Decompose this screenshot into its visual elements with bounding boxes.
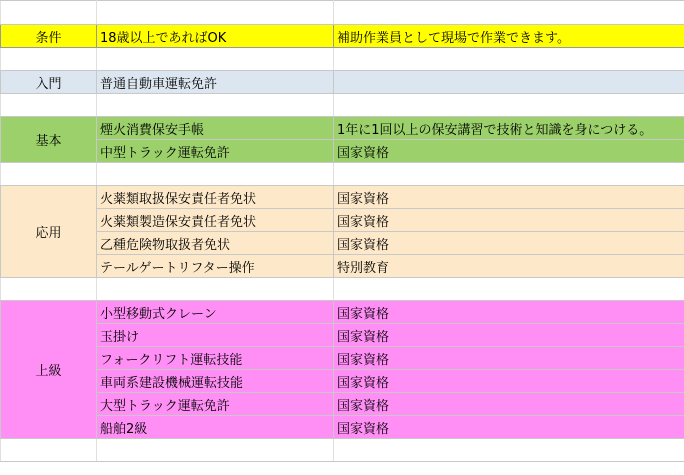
qualification-cell[interactable]: 火薬類製造保安責任者免状 <box>97 209 334 232</box>
qualification-cell[interactable]: フォークリフト運転技能 <box>97 347 334 370</box>
cell[interactable] <box>1 278 97 301</box>
blank-row <box>1 163 684 186</box>
row-oyo <box>1 209 684 232</box>
type-cell[interactable]: 国家資格 <box>334 140 684 163</box>
cell[interactable] <box>1 94 97 117</box>
category-cell-jokyu[interactable]: 上級 <box>1 301 97 439</box>
type-cell[interactable]: 1年に1回以上の保安講習で技術と知識を身につける。 <box>334 117 684 140</box>
qualification-cell[interactable]: テールゲートリフター操作 <box>97 255 334 278</box>
blank-row <box>1 278 684 301</box>
qualification-cell[interactable]: 乙種危険物取扱者免状 <box>97 232 334 255</box>
qualification-cell[interactable]: 車両系建設機械運転技能 <box>97 370 334 393</box>
cell[interactable] <box>97 278 334 301</box>
cell[interactable] <box>97 48 334 71</box>
row-oyo <box>1 255 684 278</box>
row-jokyu <box>1 393 684 416</box>
row-joken <box>1 25 684 48</box>
cell[interactable] <box>97 439 334 462</box>
qualification-cell[interactable]: 船舶2級 <box>97 416 334 439</box>
qualification-cell[interactable]: 普通自動車運転免許 <box>97 71 334 94</box>
row-kihon <box>1 117 684 140</box>
row-jokyu <box>1 347 684 370</box>
row-jokyu <box>1 301 684 324</box>
category-cell-joken[interactable]: 条件 <box>1 25 97 48</box>
row-kihon <box>1 140 684 163</box>
blank-row <box>1 1 684 25</box>
cell[interactable] <box>334 94 684 117</box>
type-cell[interactable] <box>334 71 684 94</box>
type-cell[interactable]: 特別教育 <box>334 255 684 278</box>
qualification-cell[interactable]: 大型トラック運転免許 <box>97 393 334 416</box>
blank-row <box>1 94 684 117</box>
qualification-cell[interactable]: 小型移動式クレーン <box>97 301 334 324</box>
type-cell[interactable]: 国家資格 <box>334 232 684 255</box>
cell[interactable] <box>334 1 684 25</box>
cell[interactable] <box>334 278 684 301</box>
type-cell[interactable]: 国家資格 <box>334 347 684 370</box>
cell[interactable] <box>1 48 97 71</box>
cell[interactable] <box>1 163 97 186</box>
qualification-cell[interactable]: 煙火消費保安手帳 <box>97 117 334 140</box>
cell[interactable] <box>97 94 334 117</box>
row-oyo <box>1 186 684 209</box>
type-cell[interactable]: 国家資格 <box>334 370 684 393</box>
type-cell[interactable]: 国家資格 <box>334 186 684 209</box>
type-cell[interactable]: 国家資格 <box>334 209 684 232</box>
type-cell[interactable]: 国家資格 <box>334 301 684 324</box>
category-cell-oyo[interactable]: 応用 <box>1 186 97 278</box>
cell[interactable] <box>334 163 684 186</box>
category-cell-nyumon[interactable]: 入門 <box>1 71 97 94</box>
qualification-cell[interactable]: 玉掛け <box>97 324 334 347</box>
cell[interactable] <box>334 439 684 462</box>
row-jokyu <box>1 370 684 393</box>
type-cell[interactable]: 補助作業員として現場で作業できます。 <box>334 25 684 48</box>
type-cell[interactable]: 国家資格 <box>334 393 684 416</box>
row-jokyu <box>1 416 684 439</box>
qualification-cell[interactable]: 火薬類取扱保安責任者免状 <box>97 186 334 209</box>
blank-row <box>1 48 684 71</box>
type-cell[interactable]: 国家資格 <box>334 416 684 439</box>
row-nyumon <box>1 71 684 94</box>
qualification-cell[interactable]: 18歳以上であればOK <box>97 25 334 48</box>
blank-row <box>1 439 684 462</box>
row-oyo <box>1 232 684 255</box>
row-jokyu <box>1 324 684 347</box>
cell[interactable] <box>334 48 684 71</box>
cell[interactable] <box>1 1 97 25</box>
cell[interactable] <box>97 1 334 25</box>
category-cell-kihon[interactable]: 基本 <box>1 117 97 163</box>
type-cell[interactable]: 国家資格 <box>334 324 684 347</box>
qualification-cell[interactable]: 中型トラック運転免許 <box>97 140 334 163</box>
cell[interactable] <box>1 439 97 462</box>
cell[interactable] <box>97 163 334 186</box>
